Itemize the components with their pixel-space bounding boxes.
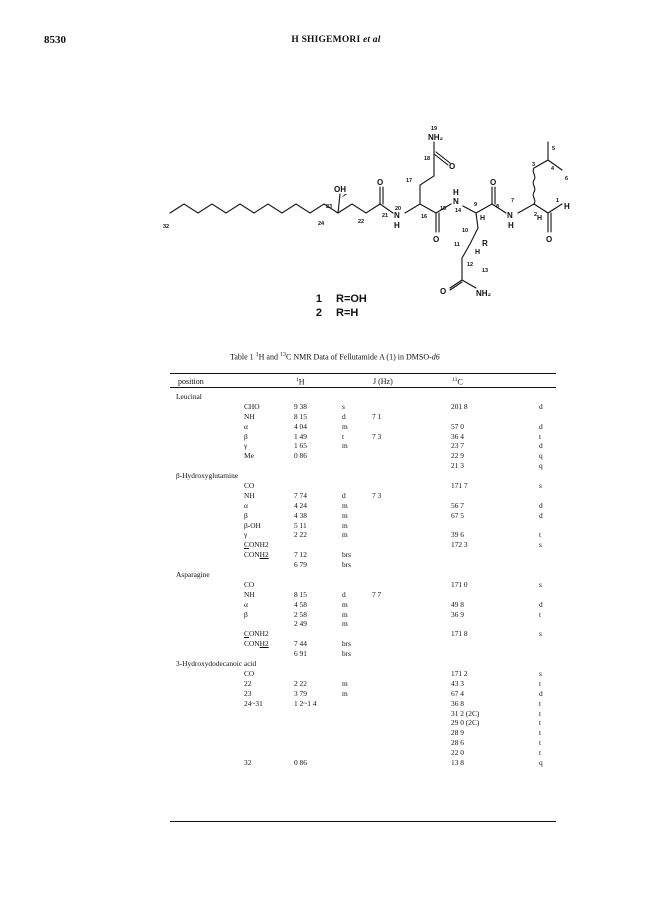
atom-number: 17 — [406, 178, 413, 184]
row-13c-shift: 67 5 — [451, 510, 464, 520]
atom-number: 14 — [455, 208, 462, 214]
atom-number: 12 — [467, 262, 474, 268]
table-row — [0, 511, 672, 521]
atom-number: 6 — [565, 176, 569, 182]
row-13c-multiplicity: d — [539, 500, 543, 510]
atom-number: 5 — [552, 146, 556, 152]
table-row — [0, 580, 672, 590]
atom-o-8: O — [490, 178, 497, 187]
row-multiplicity: d — [342, 490, 346, 500]
row-13c-multiplicity: s — [539, 668, 542, 678]
compound-number: 2 — [315, 307, 322, 319]
row-13c-shift: 67 4 — [451, 688, 464, 698]
caption-h: H and — [258, 352, 280, 362]
atom-h-20: H — [394, 221, 400, 230]
row-1h-shift: 4 38 — [294, 510, 307, 520]
atom-n-14: N — [453, 197, 459, 206]
table-section-row — [0, 570, 672, 580]
row-label: CO — [244, 481, 255, 491]
atom-number: 21 — [382, 213, 389, 219]
table-row — [0, 530, 672, 540]
row-label: CO — [244, 668, 255, 678]
row-section: 3-Hydroxydodecanoic acid — [176, 659, 257, 669]
table-row — [0, 521, 672, 531]
atom-number: 15 — [440, 206, 447, 212]
atom-oh: OH — [334, 185, 346, 194]
row-13c-shift: 43 3 — [451, 678, 464, 688]
row-1h-shift: 7 12 — [294, 550, 307, 560]
table-row — [0, 560, 672, 570]
table-row — [0, 728, 672, 738]
row-label: CO — [244, 579, 255, 589]
atom-number: 7 — [511, 198, 515, 204]
table-row — [0, 758, 672, 768]
row-multiplicity: brs — [342, 550, 352, 560]
table-row — [0, 491, 672, 501]
table-row — [0, 432, 672, 442]
table-row — [0, 590, 672, 600]
header-1h — [296, 377, 305, 387]
row-13c-shift: 56 7 — [451, 500, 464, 510]
row-1h-shift: 4 24 — [294, 500, 307, 510]
row-multiplicity: m — [342, 510, 348, 520]
row-1h-shift: 1 49 — [294, 431, 307, 441]
table-row — [0, 629, 672, 639]
row-label: 22 — [244, 678, 252, 688]
table-row — [0, 619, 672, 629]
table-row — [0, 610, 672, 620]
atom-h-14: H — [453, 188, 459, 197]
atom-number: 10 — [462, 228, 469, 234]
atom-n-20: N — [394, 211, 400, 220]
table-row — [0, 639, 672, 649]
header-1h-text: H — [298, 377, 305, 387]
row-multiplicity: brs — [342, 649, 352, 659]
row-1h-shift: 2 58 — [294, 609, 307, 619]
atom-number: 18 — [424, 156, 431, 162]
row-section: β-Hydroxyglutamine — [176, 471, 239, 481]
row-13c-shift: 39 6 — [451, 530, 464, 540]
row-label: α — [244, 599, 248, 609]
table-row — [0, 748, 672, 758]
row-13c-multiplicity: q — [539, 461, 543, 471]
table-row — [0, 461, 672, 471]
header-j: J (Hz) — [373, 377, 393, 386]
caption-h-sup: 1 — [255, 352, 259, 358]
table-row — [0, 649, 672, 659]
row-13c-multiplicity: t — [539, 530, 542, 540]
row-1h-shift: 6 91 — [294, 649, 307, 659]
row-13c-multiplicity: s — [539, 629, 542, 639]
atom-h-2: H — [537, 215, 543, 222]
row-multiplicity: m — [342, 520, 348, 530]
row-13c-multiplicity: s — [539, 540, 542, 550]
row-13c-shift: 31 2 (2C) — [451, 708, 480, 718]
row-1h-shift: 9 38 — [294, 401, 307, 411]
row-1h-shift: 2 22 — [294, 530, 307, 540]
row-multiplicity: m — [342, 619, 348, 629]
row-coupling: 7 7 — [372, 589, 382, 599]
row-1h-shift: 2 22 — [294, 678, 307, 688]
row-coupling: 7 3 — [372, 490, 382, 500]
running-head — [0, 35, 672, 45]
wedge-bond — [341, 194, 347, 198]
row-13c-multiplicity: t — [539, 738, 542, 748]
wavy-bond — [533, 168, 535, 204]
table-row — [0, 689, 672, 699]
table-row — [0, 600, 672, 610]
atom-number: 2 — [534, 212, 538, 218]
row-multiplicity: brs — [342, 639, 352, 649]
row-multiplicity: m — [342, 500, 348, 510]
running-head-author: H SHIGEMORI — [291, 35, 361, 45]
row-13c-multiplicity: t — [539, 431, 542, 441]
row-1h-shift: 4 58 — [294, 599, 307, 609]
atom-h-9: H — [480, 215, 486, 222]
table-row — [0, 412, 672, 422]
atom-r: R — [482, 239, 488, 248]
row-label: 32 — [244, 757, 252, 767]
row-coupling: 7 3 — [372, 431, 382, 441]
atom-number: 23 — [326, 204, 333, 210]
row-13c-shift: 36 4 — [451, 431, 464, 441]
row-13c-shift: 201 8 — [451, 401, 468, 411]
row-13c-shift: 23 7 — [451, 441, 464, 451]
atom-number: 8 — [496, 204, 500, 210]
atom-o-16: O — [449, 162, 456, 171]
table-row — [0, 540, 672, 550]
atom-number: 11 — [454, 242, 460, 248]
compound-number: 1 — [315, 293, 322, 305]
header-13c-text: C — [457, 377, 463, 387]
row-multiplicity: t — [342, 431, 345, 441]
table-section-row — [0, 471, 672, 481]
row-1h-shift: 8 15 — [294, 589, 307, 599]
row-label: CHO — [244, 401, 260, 411]
row-13c-multiplicity: t — [539, 609, 542, 619]
row-multiplicity: m — [342, 678, 348, 688]
row-1h-shift: 0 86 — [294, 451, 307, 461]
table-row — [0, 738, 672, 748]
row-multiplicity: m — [342, 599, 348, 609]
compound-1 — [300, 292, 367, 306]
atom-number: 19 — [431, 126, 438, 132]
caption-prefix: Table 1 — [230, 352, 254, 362]
caption-rest: C NMR Data of Fellutamide A (1) in DMSO- — [285, 352, 432, 362]
row-13c-shift: 171 2 — [451, 668, 468, 678]
row-multiplicity: m — [342, 441, 348, 451]
row-label: 24~31 — [244, 698, 263, 708]
row-13c-shift: 57 0 — [451, 421, 464, 431]
row-label: NH — [244, 411, 255, 421]
row-13c-multiplicity: t — [539, 718, 542, 728]
table-row — [0, 451, 672, 461]
table-section-row — [0, 392, 672, 402]
row-label: β-OH — [244, 520, 261, 530]
atom-number: 3 — [532, 162, 536, 168]
header-position: position — [178, 377, 204, 386]
row-13c-multiplicity: s — [539, 579, 542, 589]
row-multiplicity: d — [342, 411, 346, 421]
row-13c-shift: 28 6 — [451, 738, 464, 748]
table-section-row — [0, 659, 672, 669]
table-row — [0, 481, 672, 491]
row-13c-multiplicity: s — [539, 481, 542, 491]
row-label: γ — [244, 441, 248, 451]
atom-n-7: N — [507, 211, 513, 220]
row-13c-multiplicity: q — [539, 757, 543, 767]
table-row — [0, 402, 672, 412]
atom-number: 16 — [421, 214, 428, 220]
atom-number: 1 — [556, 198, 560, 204]
row-1h-shift: 2 49 — [294, 619, 307, 629]
row-13c-multiplicity: d — [539, 599, 543, 609]
row-13c-shift: 21 3 — [451, 461, 464, 471]
row-13c-shift: 49 8 — [451, 599, 464, 609]
row-section: Leucinal — [176, 392, 202, 401]
row-label: CONH2 — [244, 639, 269, 649]
row-label: α — [244, 500, 248, 510]
atom-o-1: O — [546, 235, 553, 244]
row-13c-multiplicity: t — [539, 728, 542, 738]
row-1h-shift: 5 11 — [294, 520, 307, 530]
table-top-rule — [170, 373, 556, 374]
atom-o-21: O — [377, 178, 384, 187]
table-body — [0, 392, 672, 768]
atom-nh2-top: NH₂ — [428, 133, 444, 142]
header-13c — [452, 377, 463, 387]
table-row — [0, 679, 672, 689]
row-label: β — [244, 510, 248, 520]
row-1h-shift: 8 15 — [294, 411, 307, 421]
row-13c-shift: 13 8 — [451, 757, 464, 767]
row-multiplicity: m — [342, 609, 348, 619]
row-label: Me — [244, 451, 254, 461]
row-1h-shift: 3 79 — [294, 688, 307, 698]
table-row — [0, 422, 672, 432]
row-1h-shift: 1 2~1 4 — [294, 698, 317, 708]
table-bottom-rule — [170, 821, 556, 822]
caption-solvent: d6 — [431, 352, 440, 362]
row-1h-shift: 0 86 — [294, 757, 307, 767]
row-label: CONH2 — [244, 550, 269, 560]
row-1h-shift: 7 74 — [294, 490, 307, 500]
atom-number: 13 — [482, 268, 489, 274]
row-label: α — [244, 421, 248, 431]
row-label: β — [244, 431, 248, 441]
atom-h-7: H — [508, 221, 514, 230]
row-1h-shift: 6 79 — [294, 560, 307, 570]
compound-label: R=H — [336, 307, 359, 319]
running-head-et-al: et al — [362, 35, 381, 45]
atom-number: 9 — [474, 202, 478, 208]
atom-number: 24 — [318, 221, 325, 227]
table-row — [0, 669, 672, 679]
row-label: γ — [244, 530, 248, 540]
row-13c-multiplicity: d — [539, 441, 543, 451]
atom-h-11: H — [475, 249, 481, 256]
structure-bonds — [170, 142, 562, 290]
table-row — [0, 709, 672, 719]
table-row — [0, 501, 672, 511]
row-13c-shift: 171 8 — [451, 629, 468, 639]
atom-number: 22 — [358, 219, 365, 225]
header-13c-sup: 13 — [452, 377, 458, 383]
row-13c-multiplicity: t — [539, 748, 542, 758]
table-row — [0, 699, 672, 709]
row-13c-shift: 22 9 — [451, 451, 464, 461]
row-13c-shift: 29 0 (2C) — [451, 718, 480, 728]
row-label: NH — [244, 490, 255, 500]
row-multiplicity: d — [342, 589, 346, 599]
table-row — [0, 718, 672, 728]
table-row — [0, 550, 672, 560]
row-label: CONH2 — [244, 540, 269, 550]
table-row — [0, 441, 672, 451]
row-multiplicity: m — [342, 530, 348, 540]
row-multiplicity: brs — [342, 560, 352, 570]
atom-nh2-bottom: NH₂ — [476, 289, 492, 298]
atom-number: 32 — [163, 224, 170, 230]
atom-h-aldehyde: H — [564, 202, 570, 211]
row-13c-shift: 171 7 — [451, 481, 468, 491]
row-13c-multiplicity: t — [539, 708, 542, 718]
row-section: Asparagine — [176, 570, 210, 580]
row-13c-shift: 36 8 — [451, 698, 464, 708]
row-label: β — [244, 609, 248, 619]
caption-c-sup: 13 — [279, 352, 286, 358]
row-coupling: 7 1 — [372, 411, 382, 421]
row-label: NH — [244, 589, 255, 599]
row-13c-shift: 172 3 — [451, 540, 468, 550]
alkyl-chain — [170, 204, 338, 213]
row-multiplicity: m — [342, 688, 348, 698]
row-13c-multiplicity: d — [539, 401, 543, 411]
row-13c-multiplicity: d — [539, 688, 543, 698]
row-label: CONH2 — [244, 629, 269, 639]
row-13c-shift: 28 9 — [451, 728, 464, 738]
row-13c-multiplicity: d — [539, 510, 543, 520]
row-1h-shift: 1 65 — [294, 441, 307, 451]
row-1h-shift: 4 04 — [294, 421, 307, 431]
row-multiplicity: m — [342, 421, 348, 431]
atom-number: 4 — [551, 166, 555, 172]
row-1h-shift: 7 44 — [294, 639, 307, 649]
atom-number: 20 — [395, 206, 402, 212]
row-13c-shift: 36 9 — [451, 609, 464, 619]
row-13c-multiplicity: t — [539, 698, 542, 708]
compound-label: R=OH — [336, 293, 367, 305]
compound-labels — [300, 292, 367, 320]
row-13c-shift: 22 0 — [451, 748, 464, 758]
row-13c-multiplicity: t — [539, 678, 542, 688]
atom-o-15: O — [433, 235, 440, 244]
row-multiplicity: s — [342, 401, 345, 411]
compound-2 — [300, 306, 367, 320]
page-number: 8530 — [44, 34, 66, 46]
row-13c-multiplicity: d — [539, 421, 543, 431]
table-caption — [230, 352, 440, 362]
row-label: 23 — [244, 688, 252, 698]
header-1h-sup: 1 — [296, 377, 299, 383]
atom-o-13: O — [440, 287, 447, 296]
row-13c-shift: 171 0 — [451, 579, 468, 589]
row-13c-multiplicity: q — [539, 451, 543, 461]
table-header-rule — [170, 387, 556, 388]
